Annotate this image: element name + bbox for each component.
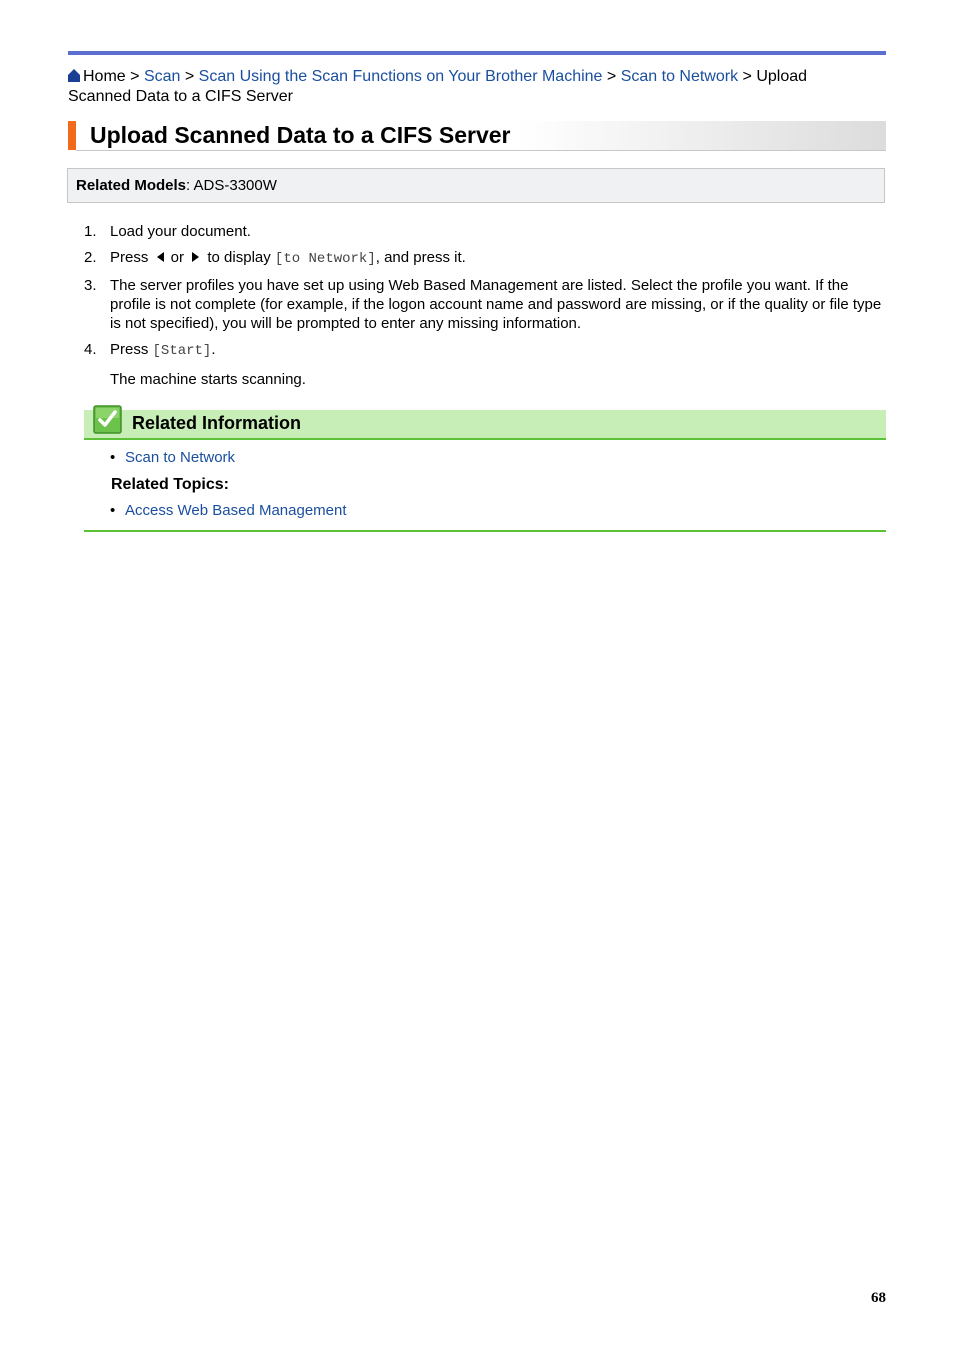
step-text: Press (110, 249, 153, 266)
page-title: Upload Scanned Data to a CIFS Server (90, 122, 511, 148)
breadcrumb-separator: > (606, 68, 617, 85)
checkmark-icon (93, 405, 122, 434)
related-topics-label: Related Topics: (111, 476, 229, 493)
left-arrow-icon (157, 252, 164, 262)
related-link-web-based-management[interactable]: Access Web Based Management (125, 502, 347, 519)
step-number: 2. (84, 249, 97, 266)
related-information-title: Related Information (132, 413, 302, 433)
breadcrumb-link-scan[interactable]: Scan (143, 68, 181, 85)
step-text: to display (203, 249, 275, 266)
step-text: Load your document. (110, 223, 251, 240)
related-bottom-rule (84, 530, 886, 532)
step-number: 3. (84, 277, 97, 294)
step-item (84, 276, 884, 333)
step-text: , and press it. (375, 249, 466, 266)
bullet: • (110, 449, 116, 466)
breadcrumb-link-scan-to-network[interactable]: Scan to Network (620, 68, 739, 85)
related-link-scan-to-network[interactable]: Scan to Network (125, 449, 236, 466)
page-title-block (68, 121, 886, 151)
breadcrumb-separator: > (130, 68, 140, 85)
top-rule (68, 51, 886, 55)
step-text: The server profiles you have set up using Web Based Management are listed. Select the profile you want. If the profile is not complete (for example, if the logon account name and password are missing, or if the quality or file type is not specified), you will be prompted to enter any missing information. (110, 277, 882, 332)
step-number: 1. (84, 223, 97, 240)
related-models-label: Related Models (76, 177, 187, 194)
related-item (110, 447, 810, 468)
page-number: 68 (871, 1290, 886, 1306)
breadcrumb-current: Upload Scanned Data to a CIFS Server (68, 68, 808, 105)
related-list (110, 447, 810, 521)
breadcrumb-link-scan-functions[interactable]: Scan Using the Scan Functions on Your Brother Machine (198, 68, 603, 85)
breadcrumb-separator: > (742, 68, 752, 85)
step-text: or (166, 249, 189, 266)
step-item (84, 340, 884, 389)
step-item (84, 222, 884, 241)
title-underline (76, 150, 886, 151)
step-item (84, 248, 884, 269)
step-code: [to Network] (274, 251, 376, 267)
step-list (84, 222, 884, 396)
step-code: [Start] (152, 343, 212, 359)
related-topic-item (110, 500, 810, 521)
step-text: Press (110, 341, 153, 358)
breadcrumb-separator: > (184, 68, 195, 85)
step-number: 4. (84, 341, 97, 358)
related-models-value: : ADS-3300W (186, 177, 277, 194)
related-information-header (84, 410, 886, 440)
step-result: The machine starts scanning. (110, 371, 306, 388)
title-accent-bar (68, 121, 76, 150)
breadcrumb (68, 67, 868, 107)
step-text: . (211, 341, 216, 358)
right-arrow-icon (192, 252, 199, 262)
bullet: • (110, 502, 116, 519)
home-icon[interactable] (68, 69, 80, 82)
related-models-box (67, 168, 885, 203)
breadcrumb-home: Home (83, 68, 126, 85)
